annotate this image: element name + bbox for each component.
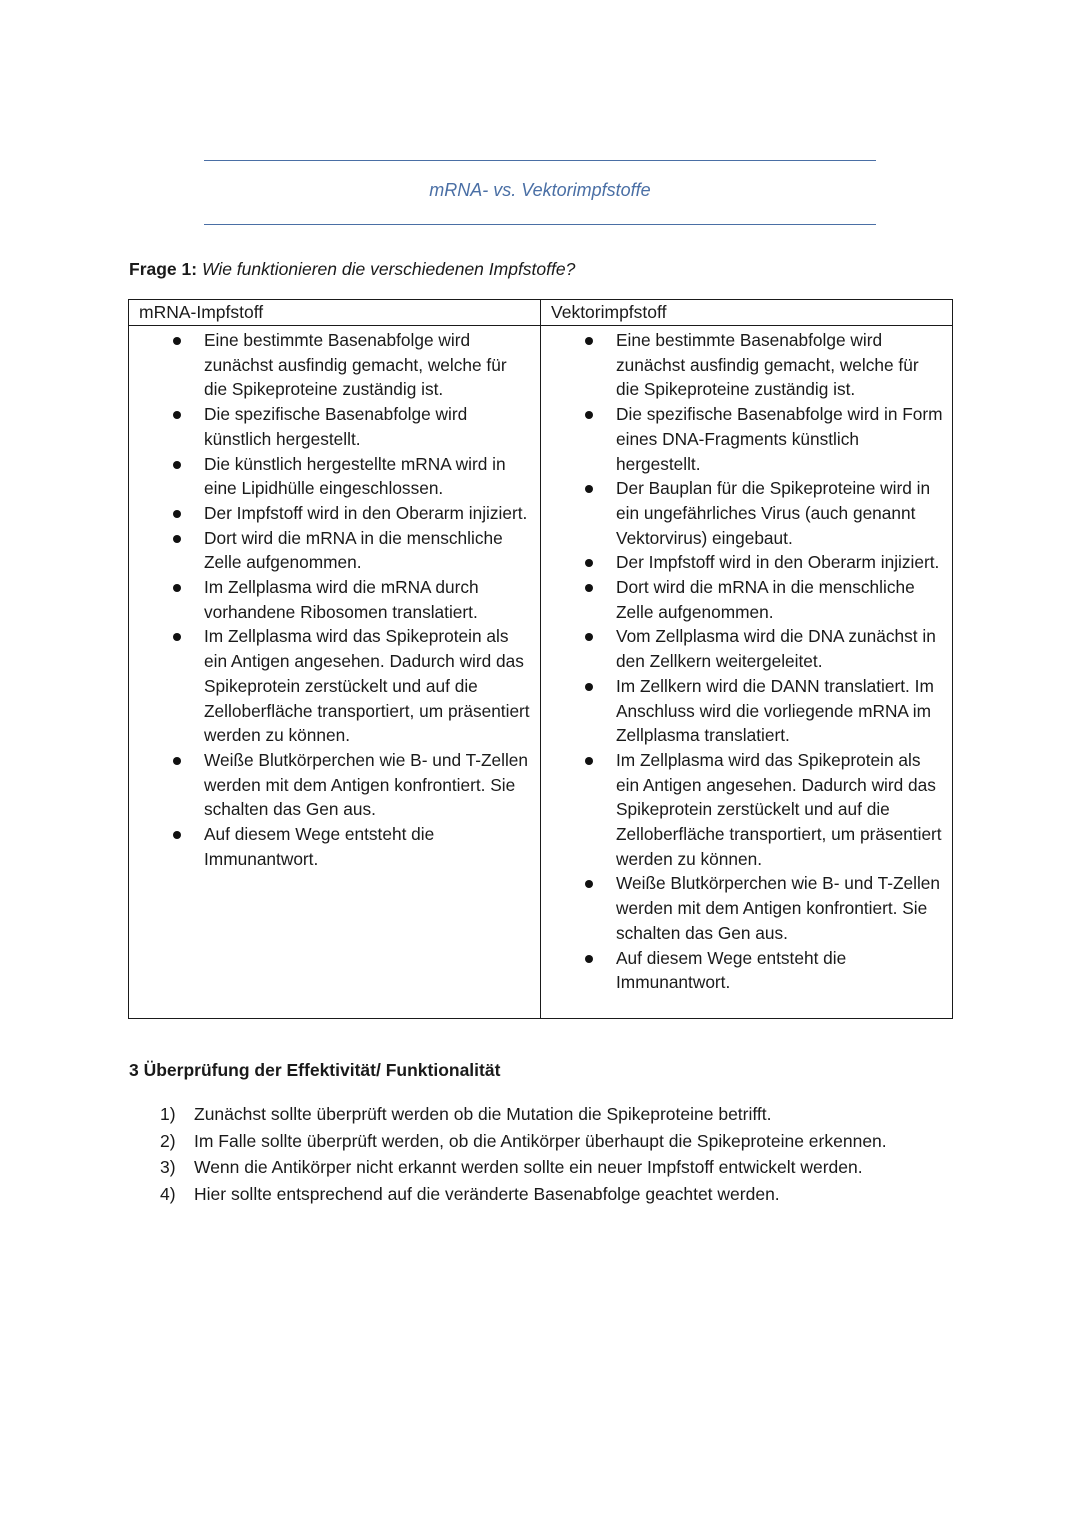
list-item-text: Der Impfstoff wird in den Oberarm injiziert. [616, 552, 940, 573]
question-text: Wie funktionieren die verschiedenen Impfstoffe? [201, 259, 576, 279]
list-item [541, 748, 944, 872]
column-header-vektor: Vektorimpfstoff [541, 300, 953, 326]
list-item-text: Die spezifische Basenabfolge wird künstlich hergestellt. [204, 404, 468, 449]
list-item-text: Eine bestimmte Basenabfolge wird zunächst ausfindig gemacht, welche für die Spikeproteine zuständig ist. [204, 330, 507, 400]
vektor-column [541, 326, 953, 1019]
bullet-icon [585, 757, 593, 765]
bullet-icon [585, 485, 593, 493]
bullet-icon [585, 559, 593, 567]
bullet-icon [173, 510, 181, 518]
bullet-icon [585, 584, 593, 592]
list-item [129, 575, 532, 624]
step-number: 4) [160, 1183, 176, 1204]
bullet-icon [585, 337, 593, 345]
list-item-text: Im Zellkern wird die DANN translatiert. Im Anschluss wird die vorliegende mRNA im Zellplasma translatiert. [616, 675, 934, 746]
list-item-text: Eine bestimmte Basenabfolge wird zunächst ausfindig gemacht, welche für die Spikeproteine zuständig ist. [616, 330, 919, 400]
comparison-table [128, 299, 953, 1019]
list-item [129, 452, 532, 501]
table-header-row [129, 300, 953, 326]
list-item [160, 1181, 960, 1208]
bullet-icon [173, 757, 181, 765]
list-item-text: Weiße Blutkörperchen wie B- und T-Zellen werden mit dem Antigen konfrontiert. Sie schalten das Gen aus. [204, 749, 529, 820]
step-text: Im Falle sollte überprüft werden, ob die Antikörper überhaupt die Spikeproteine erkennen. [194, 1130, 887, 1151]
list-item-text: Der Bauplan für die Spikeproteine wird in ein ungefährliches Virus (auch genannt Vektorvirus) eingebaut. [616, 478, 931, 548]
list-item [129, 624, 532, 748]
step-text: Zunächst sollte überprüft werden ob die Mutation die Spikeproteine betrifft. [194, 1104, 772, 1124]
list-item-text: Der Impfstoff wird in den Oberarm injiziert. [204, 502, 528, 523]
step-text: Hier sollte entsprechend auf die veränderte Basenabfolge geachtet werden. [194, 1183, 780, 1204]
list-item [541, 946, 944, 995]
list-item [160, 1101, 960, 1128]
list-item [129, 501, 532, 526]
bullet-icon [173, 337, 181, 345]
question-label: Frage 1: [129, 259, 198, 279]
step-number: 1) [160, 1104, 176, 1124]
title-rule-bottom [204, 224, 876, 225]
list-item-text: Vom Zellplasma wird die DNA zunächst in den Zellkern weitergeleitet. [616, 626, 936, 672]
document-title: mRNA- vs. Vektorimpfstoffe [429, 180, 651, 200]
list-item [541, 476, 944, 550]
list-item-text: Weiße Blutkörperchen wie B- und T-Zellen werden mit dem Antigen konfrontiert. Sie schalten das Gen aus. [616, 873, 941, 943]
step-number: 3) [160, 1157, 176, 1177]
bullet-icon [585, 955, 593, 963]
list-item-text: Auf diesem Wege entsteht die Immunantwort. [204, 824, 435, 869]
list-item [160, 1128, 960, 1155]
section-3-heading: 3 Überprüfung der Effektivität/ Funktionalität [129, 1060, 501, 1080]
list-item [129, 822, 532, 871]
bullet-icon [173, 411, 181, 419]
list-item [541, 674, 944, 748]
list-item-text: Die künstlich hergestellte mRNA wird in eine Lipidhülle eingeschlossen. [204, 453, 506, 499]
list-item-text: Im Zellplasma wird das Spikeprotein als ein Antigen angesehen. Dadurch wird das Spikeprotein zerstückelt und auf die Zelloberfläche transportiert, um präsentiert werden zu können. [204, 626, 530, 746]
mrna-steps-list [129, 326, 540, 871]
bullet-icon [173, 584, 181, 592]
bullet-icon [585, 683, 593, 691]
list-item-text: Im Zellplasma wird das Spikeprotein als ein Antigen angesehen. Dadurch wird das Spikeprotein zerstückelt und auf die Zelloberfläche transportiert, um präsentiert werden zu können. [616, 749, 942, 869]
step-number: 2) [160, 1130, 176, 1151]
list-item [541, 550, 944, 575]
list-item [541, 328, 944, 402]
list-item-text: Dort wird die mRNA in die menschliche Zelle aufgenommen. [204, 527, 503, 573]
list-item [541, 871, 944, 945]
list-item [129, 526, 532, 575]
bullet-icon [173, 831, 181, 839]
table-body-row [129, 326, 953, 1019]
effectiveness-steps-list [160, 1101, 960, 1207]
bullet-icon [585, 411, 593, 419]
list-item-text: Auf diesem Wege entsteht die Immunantwort. [616, 947, 847, 993]
step-text: Wenn die Antikörper nicht erkannt werden sollte ein neuer Impfstoff entwickelt werden. [194, 1157, 863, 1177]
column-header-mrna: mRNA-Impfstoff [129, 300, 541, 326]
list-item-text: Die spezifische Basenabfolge wird in Form eines DNA-Fragments künstlich hergestellt. [616, 404, 943, 474]
bullet-icon [173, 535, 181, 543]
list-item [129, 748, 532, 822]
list-item-text: Dort wird die mRNA in die menschliche Zelle aufgenommen. [616, 577, 915, 622]
bullet-icon [173, 633, 181, 641]
list-item [129, 328, 532, 402]
list-item-text: Im Zellplasma wird die mRNA durch vorhandene Ribosomen translatiert. [204, 577, 479, 622]
vektor-steps-list [541, 326, 952, 995]
question-line [129, 259, 575, 280]
list-item [541, 575, 944, 624]
bullet-icon [173, 461, 181, 469]
title-rule-top [204, 160, 876, 161]
list-item [541, 624, 944, 673]
bullet-icon [585, 880, 593, 888]
list-item [541, 402, 944, 476]
list-item [129, 402, 532, 451]
mrna-column [129, 326, 541, 1019]
bullet-icon [585, 633, 593, 641]
list-item [160, 1154, 960, 1181]
